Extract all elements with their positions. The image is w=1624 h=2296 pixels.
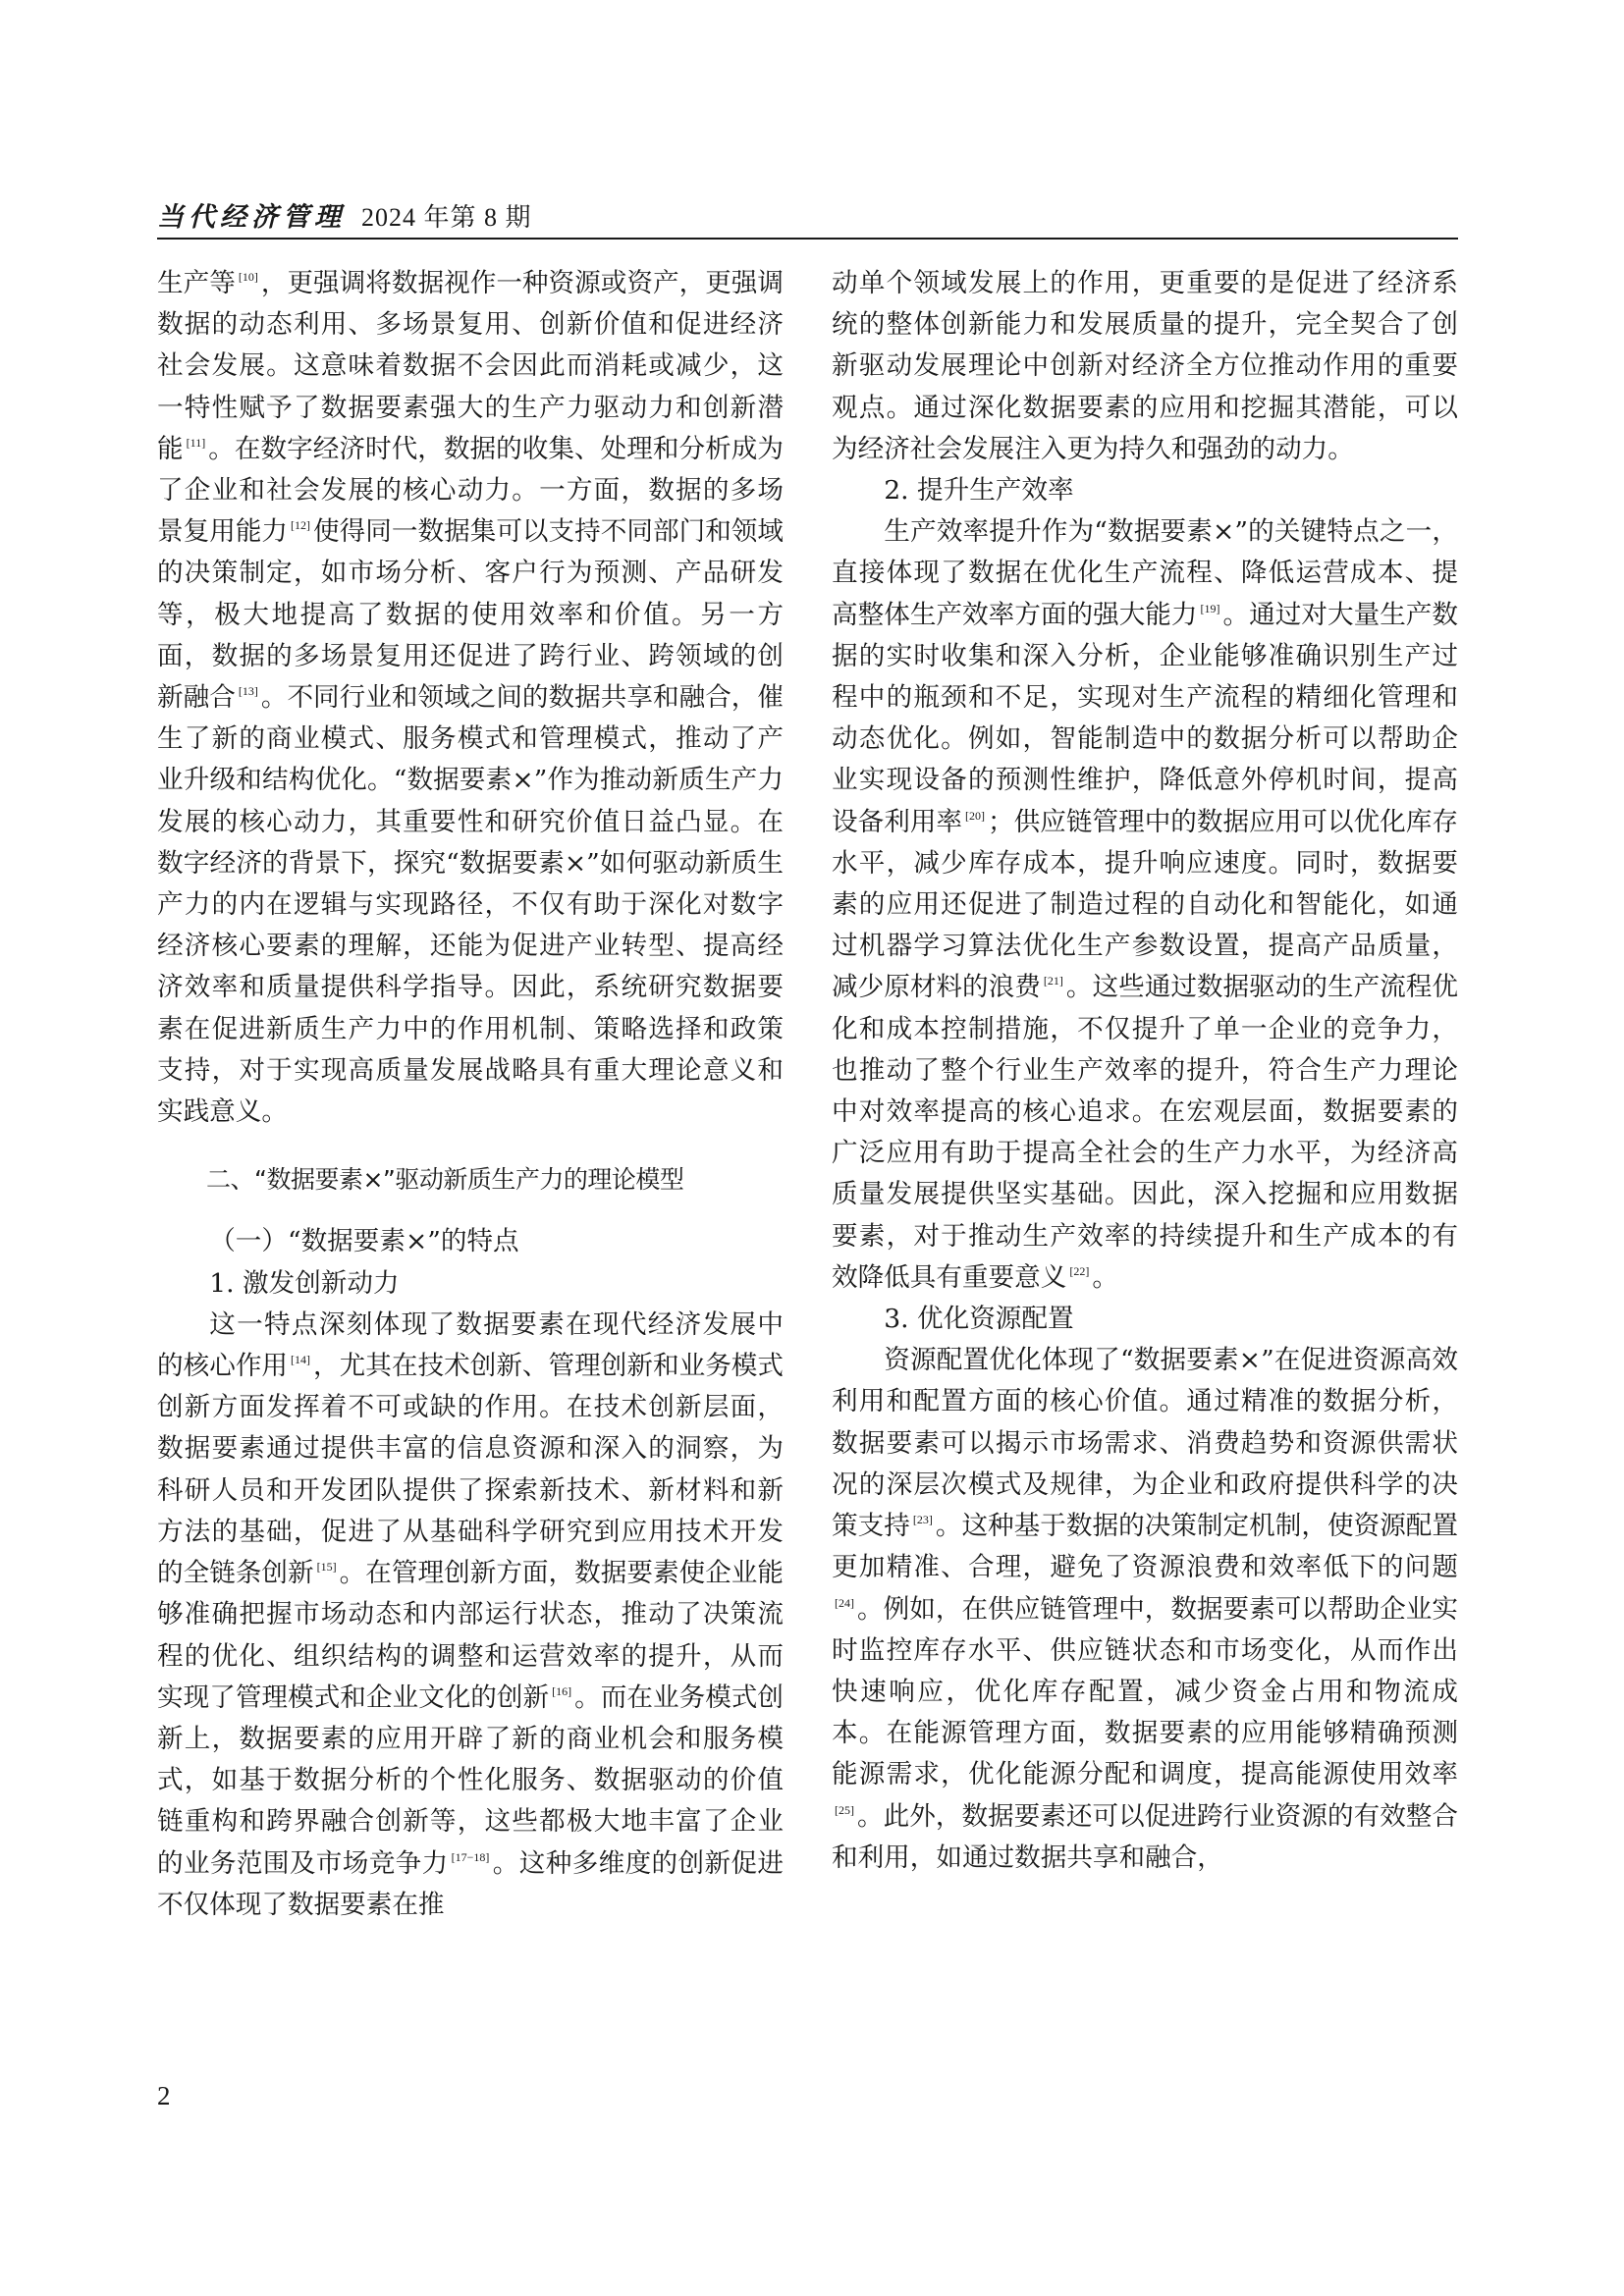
citation[interactable]: [20] <box>965 808 986 823</box>
citation[interactable]: [10] <box>238 270 258 284</box>
paragraph: 资源配置优化体现了“数据要素×”在促进资源高效利用和配置方面的核心价值。通过精准的数据分析，数据要素可以揭示市场需求、消费趋势和资源供需状况的深层次模式及规律，为企业和政府提供科学的决策支持 [23] 。这种基于数据的决策制定机制，使资源配置更加精准、合理，避免了资源浪费和效率低下的问题[24] 。例如，在供应链管理中，数据要素可以帮助企业实时监控库存水平、供应链状态和市场变化，从而作出快速响应，优化库存配置，减少资金占用和物流成本。在能源管理方面，数据要素的应用能够精确预测能源需求，优化能源分配和调度，提高能源使用效率[25] 。此外，数据要素还可以促进跨行业资源的有效整合和利用，如通过数据共享和融合， <box>832 1345 1459 1873</box>
running-header <box>157 196 1458 240</box>
subsection-heading: （一）“数据要素×”的特点 <box>209 1226 519 1257</box>
citation[interactable]: [23] <box>912 1513 933 1527</box>
citation[interactable]: [14] <box>291 1353 311 1367</box>
citation[interactable]: [24] <box>835 1595 854 1610</box>
paragraph: 这一特点深刻体现了数据要素在现代经济发展中的核心作用 [14] ，尤其在技术创新、管理创新和业务模式创新方面发挥着不可或缺的作用。在技术创新层面，数据要素通过提供丰富的信息资源和深入的洞察，为科研人员和开发团队提供了探索新技术、新材料和新方法的基础，促进了从基础科学研究到应用技术开发的全链条创新 [15] 。在管理创新方面，数据要素使企业能够准确把握市场动态和内部运行状态，推动了决策流程的优化、组织结构的调整和运营效率的提升，从而实现了管理模式和企业文化的创新 [16] 。而在业务模式创新上，数据要素的应用开辟了新的商业机会和服务模式，如基于数据分析的个性化服务、数据驱动的价值链重构和跨界融合创新等，这些都极大地丰富了企业的业务范围及市场竞争力 [17−18] 。这种多维度的创新促进不仅体现了数据要素在推 <box>157 1308 785 1920</box>
right-column <box>832 263 1458 1879</box>
page-number: 2 <box>157 2081 171 2110</box>
citation[interactable]: [11] <box>186 435 206 450</box>
citation[interactable]: [21] <box>1043 974 1063 988</box>
citation[interactable]: [22] <box>1069 1263 1090 1278</box>
citation[interactable]: [17−18] <box>451 1849 490 1864</box>
section-heading: 二、“数据要素×”驱动新质生产力的理论模型 <box>206 1165 684 1195</box>
subsubsection-heading: 1. 激发创新动力 <box>209 1267 400 1299</box>
subsubsection-heading: 2. 提升生产效率 <box>884 475 1074 507</box>
citation[interactable]: [12] <box>291 518 311 533</box>
paragraph: 生产效率提升作为“数据要素×”的关键特点之一，直接体现了数据在优化生产流程、降低运营成本、提高整体生产效率方面的强大能力 [19] 。通过对大量生产数据的实时收集和深入分析，企业能够准确识别生产过程中的瓶颈和不足，实现对生产流程的精细化管理和动态优化。例如，智能制造中的数据分析可以帮助企业实现设备的预测性维护，降低意外停机时间，提高设备利用率 [20] ；供应链管理中的数据应用可以优化库存水平，减少库存成本，提升响应速度。同时，数据要素的应用还促进了制造过程的自动化和智能化，如通过机器学习算法优化生产参数设置，提高产品质量，减少原材料的浪费 [21] 。这些通过数据驱动的生产流程优化和成本控制措施，不仅提升了单一企业的竞争力，也推动了整个行业生产效率的提升，符合生产力理论中对效率提高的核心追求。在宏观层面，数据要素的广泛应用有助于提高全社会的生产力水平，为经济高质量发展提供坚实基础。因此，深入挖掘和应用数据要素，对于推动生产效率的持续提升和生产成本的有效降低具有重要意义 [22] 。 <box>832 516 1459 1293</box>
citation[interactable]: [19] <box>1200 601 1220 615</box>
journal-issue: 2024 年第 8 期 <box>361 203 532 232</box>
paragraph: 动单个领域发展上的作用，更重要的是促进了经济系统的整体创新能力和发展质量的提升，完全契合了创新驱动发展理论中创新对经济全方位推动作用的重要观点。通过深化数据要素的应用和挖掘其潜能，可以为经济社会发展注入更为持久和强劲的动力。 <box>832 268 1458 464</box>
subsubsection-heading: 3. 优化资源配置 <box>884 1304 1074 1335</box>
journal-name: 当代经济管理 <box>157 202 346 233</box>
paragraph: 生产等 [10] ，更强调将数据视作一种资源或资产，更强调数据的动态利用、多场景复用、创新价值和促进经济社会发展。这意味着数据不会因此而消耗或减少，这一特性赋予了数据要素强大的生产力驱动力和创新潜能 [11] 。在数字经济时代，数据的收集、处理和分析成为了企业和社会发展的核心动力。一方面，数据的多场景复用能力 [12] 使得同一数据集可以支持不同部门和领域的决策制定，如市场分析、客户行为预测、产品研发等，极大地提高了数据的使用效率和价值。另一方面，数据的多场景复用还促进了跨行业、跨领域的创新融合 [13] 。不同行业和领域之间的数据共享和融合，催生了新的商业模式、服务模式和管理模式，推动了产业升级和结构优化。“数据要素×”作为推动新质生产力发展的核心动力，其重要性和研究价值日益凸显。在数字经济的背景下，探究“数据要素×”如何驱动新质生产力的内在逻辑与实现路径，不仅有助于深化对数字经济核心要素的理解，还能为促进产业转型、提高经济效率和质量提供科学指导。因此，系统研究数据要素在促进新质生产力中的作用机制、策略选择和政策支持，对于实现高质量发展战略具有重大理论意义和实践意义。 <box>157 268 785 1128</box>
citation[interactable]: [15] <box>316 1560 337 1575</box>
left-column <box>157 263 784 1926</box>
citation[interactable]: [13] <box>238 684 258 699</box>
citation[interactable]: [16] <box>552 1683 572 1698</box>
citation[interactable]: [25] <box>835 1802 854 1817</box>
